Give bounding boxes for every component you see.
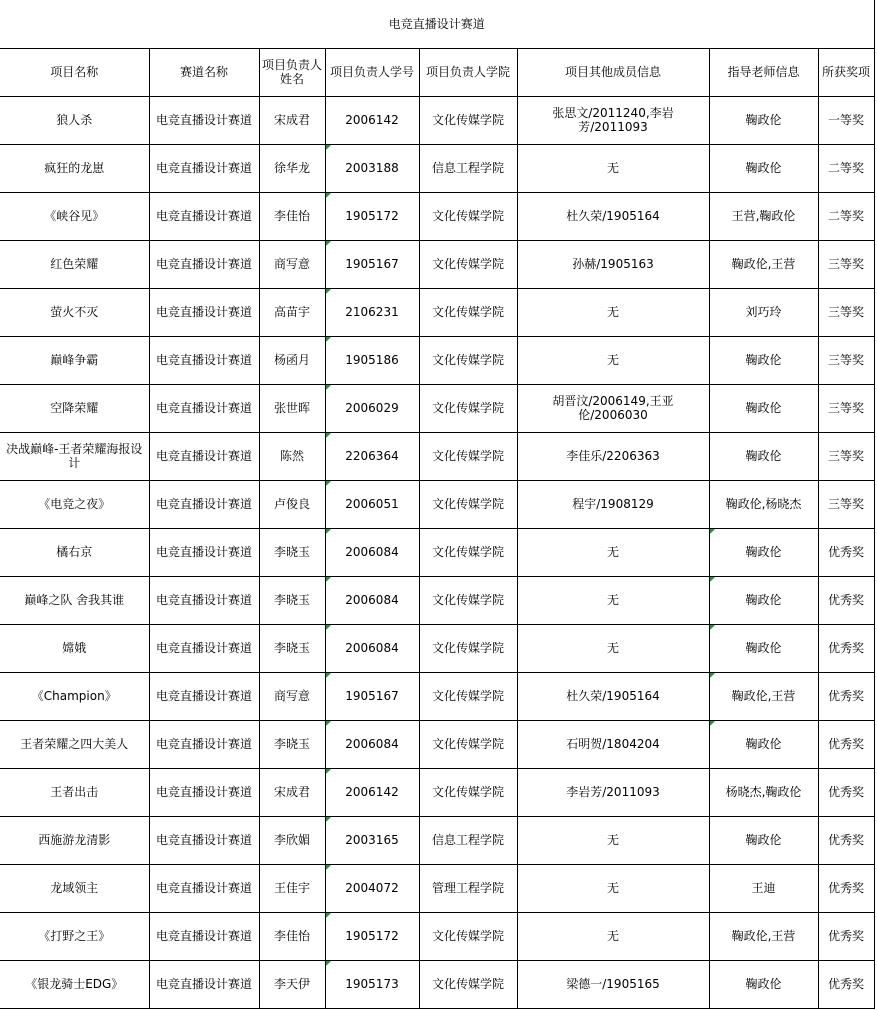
cell-track-name[interactable]: 电竞直播设计赛道 [149, 384, 259, 432]
cell-award[interactable]: 优秀奖 [818, 768, 874, 816]
cell-leader-name[interactable]: 王佳宇 [259, 864, 325, 912]
table-row [0, 384, 874, 432]
cell-other-members[interactable]: 张思文/2011240,李岩芳/2011093 [517, 96, 709, 144]
cell-other-members[interactable]: 梁德一/1905165 [517, 960, 709, 1008]
cell-leader-name[interactable]: 李晓玉 [259, 624, 325, 672]
cell-advisor[interactable]: 鞠政伦,王营 [709, 672, 818, 720]
cell-leader-id[interactable]: 2006142 [325, 96, 419, 144]
cell-track-name[interactable]: 电竞直播设计赛道 [149, 624, 259, 672]
cell-advisor[interactable]: 鞠政伦 [709, 96, 818, 144]
cell-leader-name[interactable]: 李晓玉 [259, 720, 325, 768]
cell-award[interactable]: 优秀奖 [818, 960, 874, 1008]
cell-award[interactable]: 优秀奖 [818, 672, 874, 720]
cell-project-name[interactable]: 王者荣耀之四大美人 [0, 720, 149, 768]
cell-award[interactable]: 优秀奖 [818, 816, 874, 864]
cell-leader-id[interactable]: 2006142 [325, 768, 419, 816]
cell-leader-id[interactable]: 2004072 [325, 864, 419, 912]
cell-leader-id[interactable]: 2006084 [325, 624, 419, 672]
table-row [0, 288, 874, 336]
cell-other-members[interactable]: 杜久荣/1905164 [517, 192, 709, 240]
sheet-title[interactable]: 电竞直播设计赛道 [0, 0, 874, 48]
cell-leader-id[interactable]: 1905172 [325, 912, 419, 960]
column-header-other-members[interactable]: 项目其他成员信息 [517, 48, 709, 96]
cell-track-name[interactable]: 电竞直播设计赛道 [149, 816, 259, 864]
cell-leader-college[interactable]: 文化传媒学院 [419, 96, 517, 144]
cell-project-name[interactable]: 王者出击 [0, 768, 149, 816]
column-header-leader-id[interactable]: 项目负责人学号 [325, 48, 419, 96]
cell-award[interactable]: 三等奖 [818, 288, 874, 336]
cell-award[interactable]: 三等奖 [818, 336, 874, 384]
column-header-project-name[interactable]: 项目名称 [0, 48, 149, 96]
table-row [0, 336, 874, 384]
cell-project-name[interactable]: 《峡谷见》 [0, 192, 149, 240]
cell-other-members[interactable]: 李岩芳/2011093 [517, 768, 709, 816]
cell-leader-id[interactable]: 2006029 [325, 384, 419, 432]
cell-leader-college[interactable]: 文化传媒学院 [419, 624, 517, 672]
cell-other-members[interactable]: 无 [517, 576, 709, 624]
table-row [0, 816, 874, 864]
cell-advisor[interactable]: 杨晓杰,鞠政伦 [709, 768, 818, 816]
column-header-track-name[interactable]: 赛道名称 [149, 48, 259, 96]
cell-other-members[interactable]: 孙赫/1905163 [517, 240, 709, 288]
cell-leader-name[interactable]: 杨函月 [259, 336, 325, 384]
cell-leader-college[interactable]: 文化传媒学院 [419, 672, 517, 720]
table-row [0, 576, 874, 624]
cell-track-name[interactable]: 电竞直播设计赛道 [149, 672, 259, 720]
cell-leader-name[interactable]: 李晓玉 [259, 528, 325, 576]
cell-advisor[interactable]: 鞠政伦 [709, 384, 818, 432]
cell-leader-id[interactable]: 1905173 [325, 960, 419, 1008]
cell-track-name[interactable]: 电竞直播设计赛道 [149, 288, 259, 336]
cell-leader-name[interactable]: 商写意 [259, 240, 325, 288]
table-row [0, 144, 874, 192]
cell-leader-name[interactable]: 商写意 [259, 672, 325, 720]
cell-advisor[interactable]: 鞠政伦,杨晓杰 [709, 480, 818, 528]
cell-advisor[interactable]: 鞠政伦 [709, 720, 818, 768]
cell-leader-name[interactable]: 高苗宇 [259, 288, 325, 336]
cell-project-name[interactable]: 《打野之王》 [0, 912, 149, 960]
table-row [0, 96, 874, 144]
cell-award[interactable]: 优秀奖 [818, 864, 874, 912]
cell-advisor[interactable]: 鞠政伦,王营 [709, 240, 818, 288]
cell-track-name[interactable]: 电竞直播设计赛道 [149, 240, 259, 288]
cell-leader-college[interactable]: 文化传媒学院 [419, 192, 517, 240]
cell-leader-id[interactable]: 1905172 [325, 192, 419, 240]
cell-other-members[interactable]: 李佳乐/2206363 [517, 432, 709, 480]
table-row [0, 624, 874, 672]
cell-project-name[interactable]: 《电竞之夜》 [0, 480, 149, 528]
cell-track-name[interactable]: 电竞直播设计赛道 [149, 480, 259, 528]
cell-leader-name[interactable]: 李天伊 [259, 960, 325, 1008]
cell-leader-id[interactable]: 2003188 [325, 144, 419, 192]
cell-award[interactable]: 优秀奖 [818, 528, 874, 576]
cell-award[interactable]: 优秀奖 [818, 624, 874, 672]
cell-track-name[interactable]: 电竞直播设计赛道 [149, 912, 259, 960]
cell-leader-college[interactable]: 文化传媒学院 [419, 960, 517, 1008]
cell-other-members[interactable]: 无 [517, 816, 709, 864]
cell-project-name[interactable]: 西施游龙清影 [0, 816, 149, 864]
table-row [0, 720, 874, 768]
cell-leader-college[interactable]: 管理工程学院 [419, 864, 517, 912]
cell-project-name[interactable]: 巅峰之队 舍我其谁 [0, 576, 149, 624]
cell-leader-name[interactable]: 李欣媚 [259, 816, 325, 864]
cell-advisor[interactable]: 鞠政伦 [709, 144, 818, 192]
cell-advisor[interactable]: 鞠政伦 [709, 960, 818, 1008]
cell-leader-name[interactable]: 李佳怡 [259, 912, 325, 960]
column-header-leader-name[interactable]: 项目负责人姓名 [259, 48, 325, 96]
cell-advisor[interactable]: 鞠政伦 [709, 432, 818, 480]
cell-other-members[interactable]: 无 [517, 528, 709, 576]
cell-award[interactable]: 三等奖 [818, 384, 874, 432]
cell-project-name[interactable]: 龙域领主 [0, 864, 149, 912]
column-header-advisor[interactable]: 指导老师信息 [709, 48, 818, 96]
cell-leader-college[interactable]: 信息工程学院 [419, 816, 517, 864]
table-row [0, 240, 874, 288]
cell-award[interactable]: 优秀奖 [818, 720, 874, 768]
cell-other-members[interactable]: 无 [517, 288, 709, 336]
table-row [0, 528, 874, 576]
cell-other-members[interactable]: 无 [517, 144, 709, 192]
cell-project-name[interactable]: 萤火不灭 [0, 288, 149, 336]
cell-leader-college[interactable]: 信息工程学院 [419, 144, 517, 192]
cell-other-members[interactable]: 无 [517, 912, 709, 960]
cell-advisor[interactable]: 王营,鞠政伦 [709, 192, 818, 240]
cell-track-name[interactable]: 电竞直播设计赛道 [149, 864, 259, 912]
cell-leader-name[interactable]: 徐华龙 [259, 144, 325, 192]
cell-leader-id[interactable]: 2006084 [325, 576, 419, 624]
cell-track-name[interactable]: 电竞直播设计赛道 [149, 576, 259, 624]
column-header-award[interactable]: 所获奖项 [818, 48, 874, 96]
cell-award[interactable]: 优秀奖 [818, 912, 874, 960]
cell-advisor[interactable]: 鞠政伦 [709, 336, 818, 384]
cell-leader-college[interactable]: 文化传媒学院 [419, 336, 517, 384]
table-row [0, 912, 874, 960]
cell-project-name[interactable]: 橘右京 [0, 528, 149, 576]
cell-leader-id[interactable]: 2206364 [325, 432, 419, 480]
table-row [0, 192, 874, 240]
cell-track-name[interactable]: 电竞直播设计赛道 [149, 432, 259, 480]
cell-other-members[interactable]: 石明贺/1804204 [517, 720, 709, 768]
cell-project-name[interactable]: 空降荣耀 [0, 384, 149, 432]
cell-leader-college[interactable]: 文化传媒学院 [419, 288, 517, 336]
cell-project-name[interactable]: 红色荣耀 [0, 240, 149, 288]
cell-leader-id[interactable]: 1905167 [325, 672, 419, 720]
cell-advisor[interactable]: 鞠政伦 [709, 576, 818, 624]
cell-project-name[interactable]: 《Champion》 [0, 672, 149, 720]
cell-leader-id[interactable]: 2003165 [325, 816, 419, 864]
cell-leader-college[interactable]: 文化传媒学院 [419, 240, 517, 288]
cell-leader-name[interactable]: 陈然 [259, 432, 325, 480]
cell-leader-college[interactable]: 文化传媒学院 [419, 768, 517, 816]
cell-project-name[interactable]: 巅峰争霸 [0, 336, 149, 384]
cell-leader-id[interactable]: 2106231 [325, 288, 419, 336]
cell-other-members[interactable]: 无 [517, 336, 709, 384]
cell-leader-id[interactable]: 1905186 [325, 336, 419, 384]
cell-award[interactable]: 三等奖 [818, 480, 874, 528]
cell-leader-id[interactable]: 2006051 [325, 480, 419, 528]
cell-leader-name[interactable]: 宋成君 [259, 96, 325, 144]
cell-leader-name[interactable]: 李佳怡 [259, 192, 325, 240]
cell-award[interactable]: 一等奖 [818, 96, 874, 144]
header-row [0, 48, 874, 96]
cell-other-members[interactable]: 无 [517, 864, 709, 912]
cell-award[interactable]: 三等奖 [818, 240, 874, 288]
cell-leader-college[interactable]: 文化传媒学院 [419, 384, 517, 432]
cell-track-name[interactable]: 电竞直播设计赛道 [149, 96, 259, 144]
cell-advisor[interactable]: 鞠政伦 [709, 624, 818, 672]
cell-project-name[interactable]: 《银龙骑士EDG》 [0, 960, 149, 1008]
cell-project-name[interactable]: 决战巅峰-王者荣耀海报设计 [0, 432, 149, 480]
cell-project-name[interactable]: 疯狂的龙崽 [0, 144, 149, 192]
table-row [0, 960, 874, 1008]
cell-leader-college[interactable]: 文化传媒学院 [419, 480, 517, 528]
table-row [0, 864, 874, 912]
cell-leader-college[interactable]: 文化传媒学院 [419, 432, 517, 480]
cell-leader-id[interactable]: 2006084 [325, 720, 419, 768]
cell-award[interactable]: 二等奖 [818, 192, 874, 240]
cell-project-name[interactable]: 狼人杀 [0, 96, 149, 144]
column-header-leader-college[interactable]: 项目负责人学院 [419, 48, 517, 96]
cell-track-name[interactable]: 电竞直播设计赛道 [149, 720, 259, 768]
cell-advisor[interactable]: 鞠政伦 [709, 528, 818, 576]
table-row [0, 432, 874, 480]
cell-other-members[interactable]: 胡晋汶/2006149,王亚伦/2006030 [517, 384, 709, 432]
cell-leader-name[interactable]: 李晓玉 [259, 576, 325, 624]
cell-award[interactable]: 三等奖 [818, 432, 874, 480]
cell-leader-name[interactable]: 宋成君 [259, 768, 325, 816]
cell-leader-college[interactable]: 文化传媒学院 [419, 576, 517, 624]
table-row [0, 480, 874, 528]
table-row [0, 672, 874, 720]
cell-other-members[interactable]: 程宇/1908129 [517, 480, 709, 528]
cell-track-name[interactable]: 电竞直播设计赛道 [149, 960, 259, 1008]
cell-award[interactable]: 二等奖 [818, 144, 874, 192]
title-row [0, 0, 874, 48]
cell-leader-college[interactable]: 文化传媒学院 [419, 912, 517, 960]
cell-advisor[interactable]: 鞠政伦 [709, 816, 818, 864]
cell-leader-name[interactable]: 卢俊良 [259, 480, 325, 528]
cell-track-name[interactable]: 电竞直播设计赛道 [149, 336, 259, 384]
cell-advisor[interactable]: 刘巧玲 [709, 288, 818, 336]
cell-project-name[interactable]: 嫦娥 [0, 624, 149, 672]
cell-leader-college[interactable]: 文化传媒学院 [419, 528, 517, 576]
cell-leader-id[interactable]: 2006084 [325, 528, 419, 576]
cell-leader-id[interactable]: 1905167 [325, 240, 419, 288]
cell-track-name[interactable]: 电竞直播设计赛道 [149, 528, 259, 576]
cell-award[interactable]: 优秀奖 [818, 576, 874, 624]
cell-track-name[interactable]: 电竞直播设计赛道 [149, 768, 259, 816]
cell-track-name[interactable]: 电竞直播设计赛道 [149, 144, 259, 192]
cell-leader-college[interactable]: 文化传媒学院 [419, 720, 517, 768]
cell-advisor[interactable]: 王迪 [709, 864, 818, 912]
cell-track-name[interactable]: 电竞直播设计赛道 [149, 192, 259, 240]
cell-advisor[interactable]: 鞠政伦,王营 [709, 912, 818, 960]
cell-leader-name[interactable]: 张世晖 [259, 384, 325, 432]
cell-other-members[interactable]: 无 [517, 624, 709, 672]
table-row [0, 768, 874, 816]
cell-other-members[interactable]: 杜久荣/1905164 [517, 672, 709, 720]
